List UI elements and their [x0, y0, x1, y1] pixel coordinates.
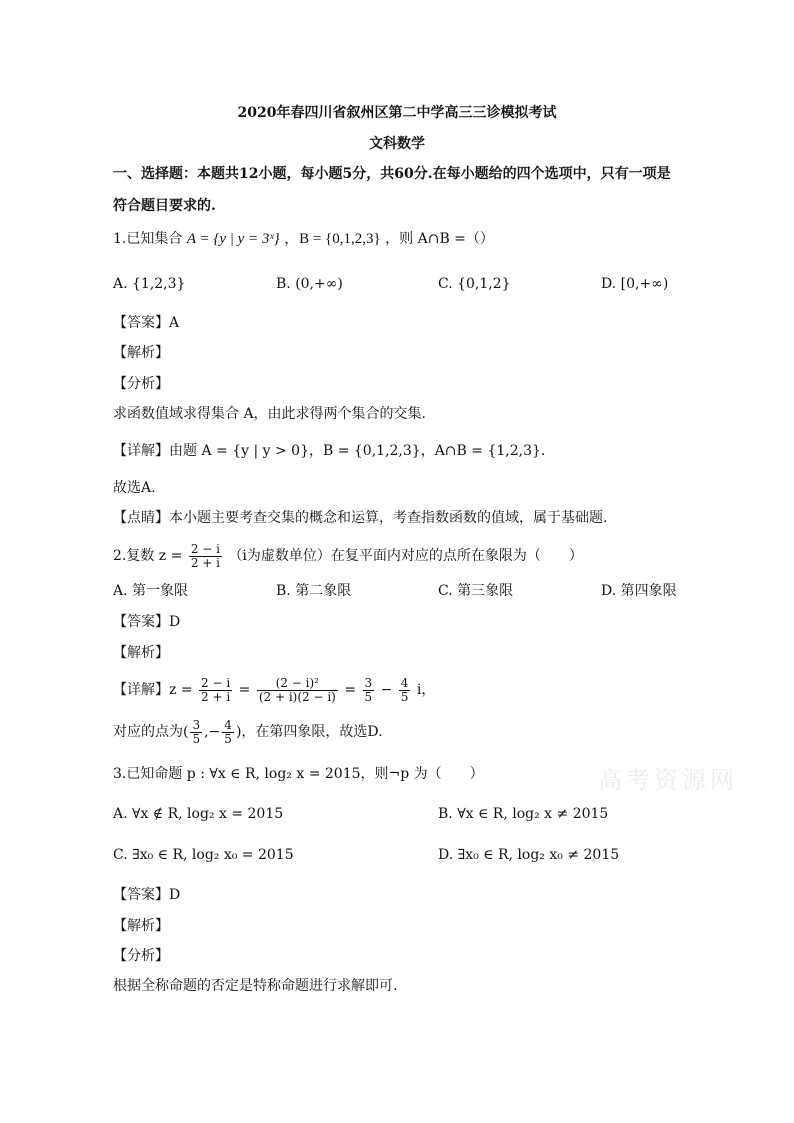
- q1-answer: 【答案】A: [113, 315, 180, 331]
- q2-detail-tail: i，: [416, 682, 436, 698]
- q3-fenxi-label: 【分析】: [113, 948, 169, 964]
- q2-frac-num: 2 − i: [190, 541, 220, 556]
- q2-point-frac2-den: 5: [224, 731, 232, 746]
- q2-point-comma: ,−: [204, 724, 221, 740]
- q2-detail-eq2: =: [344, 682, 357, 698]
- q1-stem-prefix: 1.已知集合: [113, 231, 183, 247]
- q2-detail-frac1-den: 2 + i: [201, 689, 231, 704]
- q1-set-a: A = {y | y = 3ˣ}: [186, 231, 280, 247]
- q1-set-b: ，B = {0,1,2,3}: [284, 231, 381, 247]
- q1-stem: [113, 230, 494, 248]
- q3-option-b: B. ∀x ∈ R, log₂ x ≠ 2015: [438, 806, 609, 822]
- q2-detail-frac2-num: (2 − i)²: [257, 677, 338, 691]
- section-heading-line1: 一、选择题：本题共12小题，每小题5分，共60分.在每小题给的四个选项中，只有一项是: [113, 166, 671, 182]
- q3-option-c: C. ∃x₀ ∈ R, log₂ x₀ = 2015: [113, 847, 294, 863]
- q1-comment: 【点睛】本小题主要考查交集的概念和运算，考查指数函数的值域，属于基础题.: [113, 510, 608, 526]
- q2-stem: [113, 542, 583, 570]
- q3-stem: 3.已知命题 p : ∀x ∈ R, log₂ x = 2015，则¬p 为（ ）: [113, 766, 484, 782]
- q2-point-prefix: 对应的点为(: [113, 724, 189, 740]
- q2-answer: 【答案】D: [113, 614, 181, 630]
- section-heading-line2: 符合题目要求的.: [113, 198, 216, 214]
- q2-point-frac2: [222, 719, 234, 746]
- q2-analysis-label: 【解析】: [113, 645, 169, 661]
- q2-detail-eq1: =: [238, 682, 251, 698]
- q2-option-a: A. 第一象限: [113, 583, 189, 599]
- q2-option-b: B. 第二象限: [276, 583, 352, 599]
- q3-option-a: A. ∀x ∉ R, log₂ x = 2015: [113, 806, 284, 822]
- q2-detail-prefix: 【详解】z =: [113, 682, 193, 698]
- q3-answer: 【答案】D: [113, 887, 181, 903]
- watermark: 高考资源网: [598, 766, 738, 794]
- q2-detail-frac3-den: 5: [364, 689, 373, 704]
- q1-fenxi-text: 求函数值域求得集合 A，由此求得两个集合的交集.: [113, 406, 427, 422]
- q1-option-c: C. {0,1,2}: [438, 276, 511, 292]
- q2-detail-frac3: [363, 677, 375, 704]
- q1-option-d: D. [0,+∞): [601, 276, 669, 292]
- q1-analysis-label: 【解析】: [113, 345, 169, 361]
- q2-point-frac1-den: 5: [192, 731, 201, 746]
- exam-subtitle: 文科数学: [369, 136, 425, 152]
- q1-stem-suffix: ，则 A∩B =（）: [385, 231, 494, 247]
- q2-detail-frac4: [399, 677, 411, 704]
- q2-detail: [113, 676, 435, 704]
- q3-fenxi-text: 根据全称命题的否定是特称命题进行求解即可.: [113, 978, 398, 994]
- q2-point: [113, 718, 383, 746]
- q2-option-c: C. 第三象限: [438, 583, 514, 599]
- q3-analysis-label: 【解析】: [113, 918, 169, 934]
- q2-detail-frac4-num: 4: [400, 675, 409, 690]
- q2-detail-frac2-den: (2 + i)(2 − i): [258, 689, 336, 704]
- q2-detail-frac3-num: 3: [364, 675, 373, 690]
- q2-detail-frac1-num: 2 − i: [201, 675, 231, 690]
- q1-option-a: A. {1,2,3}: [113, 276, 186, 292]
- q2-frac-den: 2 + i: [190, 555, 220, 570]
- exam-title: 2020年春四川省叙州区第二中学高三三诊模拟考试: [237, 105, 557, 121]
- q2-point-frac2-num: 4: [224, 717, 232, 732]
- q1-detail: 【详解】由题 A = {y | y > 0}，B = {0,1,2,3}，A∩B = {1,2,3}.: [113, 443, 546, 459]
- q2-fraction: [189, 543, 222, 570]
- q1-option-b: B. (0,+∞): [276, 276, 343, 292]
- q2-option-d: D. 第四象限: [601, 583, 677, 599]
- q1-fenxi-label: 【分析】: [113, 376, 169, 392]
- q2-detail-frac1: [199, 677, 232, 704]
- q3-option-d: D. ∃x₀ ∈ R, log₂ x₀ ≠ 2015: [438, 847, 620, 863]
- q2-stem-suffix: （i为虚数单位）在复平面内对应的点所在象限为（ ）: [228, 548, 583, 564]
- q2-point-suffix: )，在第四象限，故选D.: [235, 724, 383, 740]
- q2-detail-minus: −: [380, 682, 393, 698]
- q2-point-frac1-num: 3: [192, 717, 201, 732]
- q2-stem-prefix: 2.复数 z =: [113, 548, 183, 564]
- q1-choose: 故选A.: [113, 480, 156, 496]
- q2-detail-frac4-den: 5: [400, 689, 409, 704]
- q2-point-frac1: [190, 719, 202, 746]
- q2-detail-frac2: [257, 677, 338, 704]
